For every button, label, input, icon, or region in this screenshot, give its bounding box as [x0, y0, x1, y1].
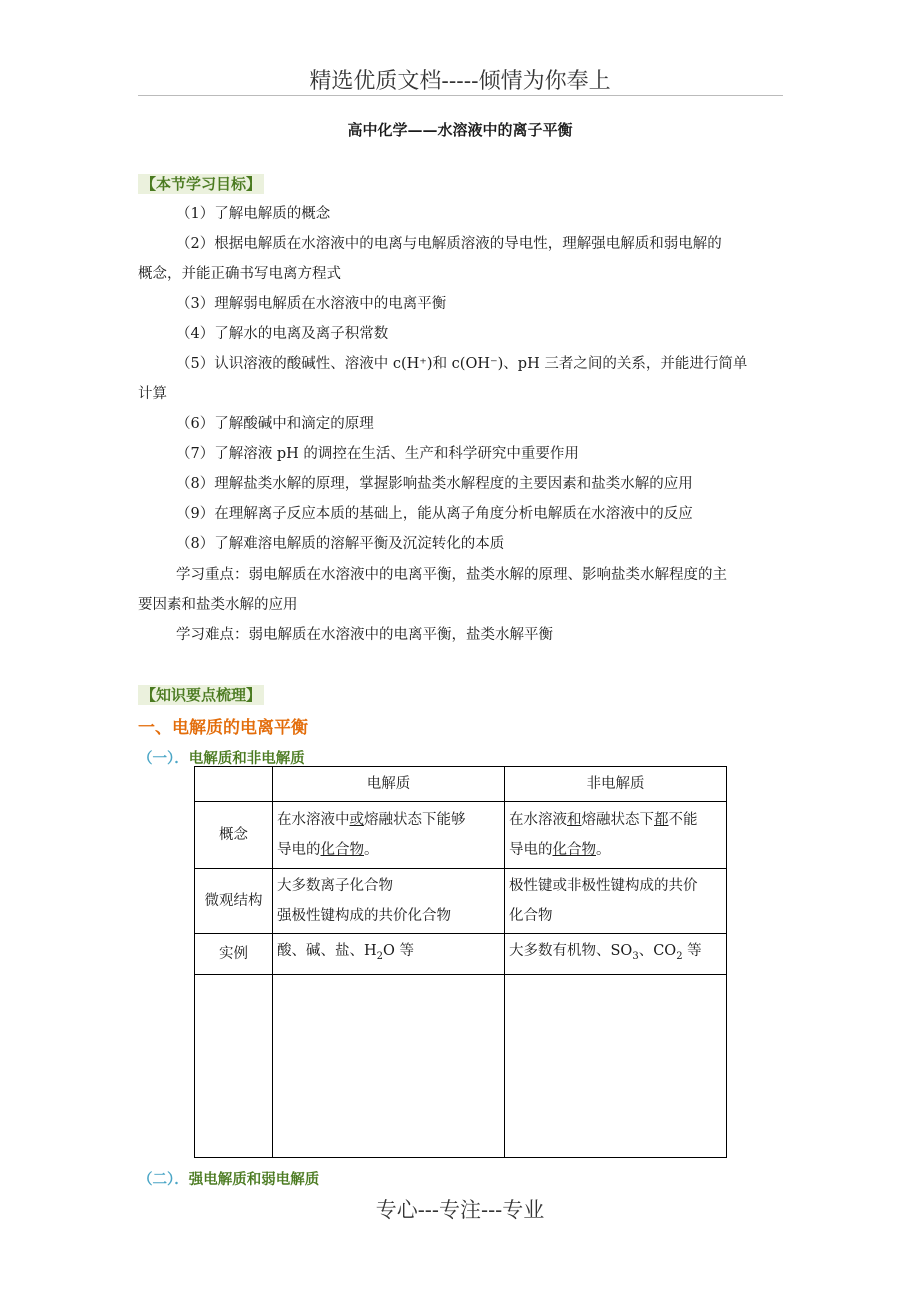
concept-text: 在水溶液中: [277, 812, 350, 828]
concept-keyword-all: 都: [654, 812, 669, 828]
goals-tag: 【本节学习目标】: [138, 174, 264, 194]
subsection-2-heading: [138, 1168, 319, 1189]
section-1-heading: 一、电解质的电离平衡: [138, 718, 308, 738]
difficulty: 学习难点：弱电解质在水溶液中的电离平衡，盐类水解平衡: [176, 627, 553, 643]
concept-keyword-compound: 化合物: [552, 842, 596, 858]
concept-text: 。: [364, 842, 379, 858]
structure-text: 大多数离子化合物: [277, 878, 393, 894]
table-empty-row: [195, 974, 727, 1157]
goal-3: （3）理解弱电解质在水溶液中的电离平衡: [176, 296, 447, 312]
focus-line2: 要因素和盐类水解的应用: [138, 597, 298, 613]
table-corner-cell: [195, 767, 273, 802]
examples-subscript: 2: [676, 950, 683, 962]
concept-text: 导电的: [277, 842, 321, 858]
examples-text: 大多数有机物、SO: [509, 943, 633, 959]
concept-keyword-and: 和: [567, 812, 582, 828]
structure-text: 化合物: [509, 908, 553, 924]
page-footer: 专心---专注---专业: [375, 1198, 545, 1222]
header-electrolyte: 电解质: [273, 767, 505, 802]
concept-text: 。: [596, 842, 611, 858]
goal-7: （7）了解溶液 pH 的调控在生活、生产和科学研究中重要作用: [176, 446, 579, 462]
knowledge-tag: 【知识要点梳理】: [138, 685, 264, 705]
concept-keyword-or: 或: [349, 812, 364, 828]
table-row: [195, 869, 727, 934]
concept-text: 导电的: [509, 842, 553, 858]
empty-cell: [505, 974, 727, 1157]
goal-6: （6）了解酸碱中和滴定的原理: [176, 416, 374, 432]
concept-text: 在水溶液: [509, 812, 567, 828]
concept-electrolyte: [273, 802, 505, 869]
header-nonelectrolyte: 非电解质: [505, 767, 727, 802]
subsection-2-number: （二）．: [138, 1171, 189, 1188]
row-label-concept: 概念: [195, 802, 273, 869]
examples-nonelectrolyte: [505, 934, 727, 975]
concept-text: 熔融状态下能够: [364, 812, 466, 828]
examples-subscript: 2: [376, 950, 384, 962]
goal-1: （1）了解电解质的概念: [176, 206, 331, 222]
focus-line1: 学习重点：弱电解质在水溶液中的电离平衡，盐类水解的原理、影响盐类水解程度的主: [176, 567, 727, 583]
row-label-structure: 微观结构: [195, 869, 273, 934]
examples-text: 等: [682, 943, 702, 959]
subsection-1-heading: [138, 747, 305, 768]
examples-subscript: 3: [632, 950, 639, 962]
concept-keyword-compound: 化合物: [320, 842, 364, 858]
goal-8: （8）理解盐类水解的原理，掌握影响盐类水解程度的主要因素和盐类水解的应用: [176, 476, 693, 492]
table-row: [195, 934, 727, 975]
table-row: [195, 802, 727, 869]
concept-nonelectrolyte: [505, 802, 727, 869]
goal-2-line1: （2）根据电解质在水溶液中的电离与电解质溶液的导电性，理解强电解质和弱电解的: [176, 236, 722, 252]
structure-text: 极性键或非极性键构成的共价: [509, 878, 698, 894]
structure-text: 强极性键构成的共价化合物: [277, 908, 451, 924]
goal-9: （9）在理解离子反应本质的基础上，能从离子角度分析电解质在水溶液中的反应: [176, 506, 693, 522]
subsection-1-text: 电解质和非电解质: [188, 750, 305, 767]
goal-5-line2: 计算: [138, 386, 167, 402]
structure-nonelectrolyte: [505, 869, 727, 934]
examples-electrolyte: [273, 934, 505, 975]
header-divider: [138, 95, 783, 96]
examples-text: 、CO: [638, 943, 677, 959]
empty-cell: [195, 974, 273, 1157]
table-header-row: [195, 767, 727, 802]
concept-text: 熔融状态下: [581, 812, 654, 828]
document-title: 高中化学——水溶液中的离子平衡: [347, 121, 573, 139]
goal-4: （4）了解水的电离及离子积常数: [176, 326, 389, 342]
goal-5-line1: （5）认识溶液的酸碱性、溶液中 c(H⁺)和 c(OH⁻)、pH 三者之间的关系，并能进行简单: [176, 356, 748, 372]
goal-10: （8）了解难溶电解质的溶解平衡及沉淀转化的本质: [176, 536, 505, 552]
examples-text: O 等: [383, 943, 415, 959]
page-header: 精选优质文档-----倾情为你奉上: [309, 69, 611, 94]
subsection-1-number: （一）．: [138, 750, 189, 767]
subsection-2-text: 强电解质和弱电解质: [188, 1171, 320, 1188]
structure-electrolyte: [273, 869, 505, 934]
concept-text: 不能: [668, 812, 698, 828]
electrolyte-table: [194, 766, 727, 1158]
empty-cell: [273, 974, 505, 1157]
goal-2-line2: 概念，并能正确书写电离方程式: [138, 266, 341, 282]
examples-text: 酸、碱、盐、H: [277, 943, 377, 959]
row-label-examples: 实例: [195, 934, 273, 975]
